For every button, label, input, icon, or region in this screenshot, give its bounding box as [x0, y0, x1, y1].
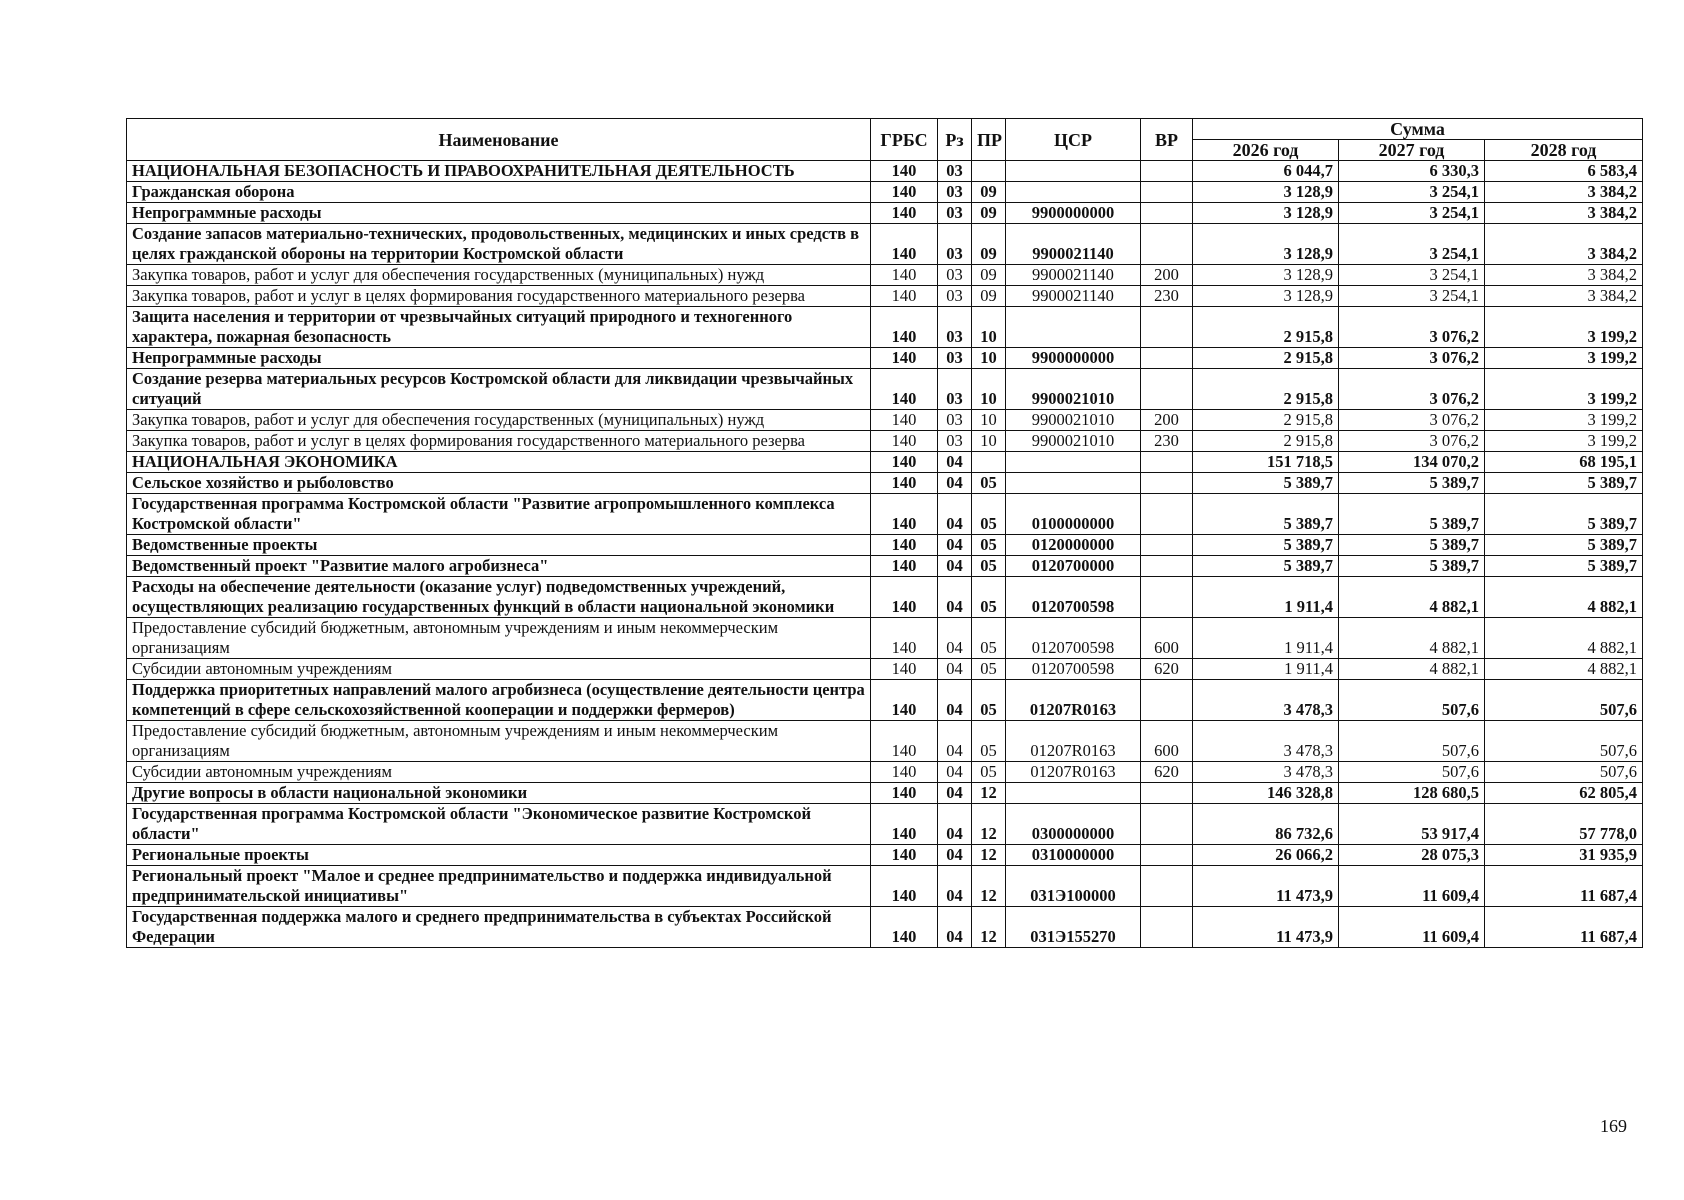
cell-2027: 3 254,1: [1339, 182, 1485, 203]
table-row: [127, 286, 1643, 307]
cell-grbs: 140: [871, 721, 938, 762]
cell-2028: 3 199,2: [1485, 431, 1643, 452]
table-row: [127, 452, 1643, 473]
cell-rz: 03: [938, 307, 972, 348]
cell-csr: 9900000000: [1006, 348, 1141, 369]
cell-name: Государственная поддержка малого и среднего предпринимательства в субъектах Российской Федерации: [127, 907, 871, 948]
cell-2028: 4 882,1: [1485, 577, 1643, 618]
cell-2028: 3 384,2: [1485, 224, 1643, 265]
cell-pr: 05: [972, 680, 1006, 721]
cell-name: Другие вопросы в области национальной экономики: [127, 783, 871, 804]
cell-2027: 4 882,1: [1339, 659, 1485, 680]
cell-name: Предоставление субсидий бюджетным, автономным учреждениям и иным некоммерческим организациям: [127, 618, 871, 659]
cell-2026: 5 389,7: [1193, 494, 1339, 535]
table-row: [127, 224, 1643, 265]
cell-grbs: 140: [871, 804, 938, 845]
cell-csr: 01207R0163: [1006, 721, 1141, 762]
cell-csr: 0310000000: [1006, 845, 1141, 866]
table-row: [127, 348, 1643, 369]
cell-rz: 03: [938, 410, 972, 431]
header-vr: ВР: [1141, 119, 1193, 161]
cell-pr: 10: [972, 410, 1006, 431]
cell-grbs: 140: [871, 452, 938, 473]
cell-pr: 10: [972, 348, 1006, 369]
header-pr: ПР: [972, 119, 1006, 161]
cell-2027: 5 389,7: [1339, 535, 1485, 556]
cell-pr: 12: [972, 804, 1006, 845]
cell-rz: 04: [938, 762, 972, 783]
cell-vr: 200: [1141, 410, 1193, 431]
cell-rz: 04: [938, 804, 972, 845]
table-row: [127, 556, 1643, 577]
cell-vr: [1141, 804, 1193, 845]
cell-2026: 5 389,7: [1193, 473, 1339, 494]
cell-2028: 4 882,1: [1485, 618, 1643, 659]
table-row: [127, 845, 1643, 866]
cell-2026: 2 915,8: [1193, 307, 1339, 348]
cell-2026: 11 473,9: [1193, 907, 1339, 948]
cell-csr: 01207R0163: [1006, 762, 1141, 783]
cell-pr: 05: [972, 618, 1006, 659]
cell-csr: 01207R0163: [1006, 680, 1141, 721]
cell-pr: 05: [972, 659, 1006, 680]
table-row: [127, 494, 1643, 535]
cell-vr: [1141, 577, 1193, 618]
cell-pr: 12: [972, 866, 1006, 907]
cell-2026: 2 915,8: [1193, 431, 1339, 452]
cell-rz: 03: [938, 431, 972, 452]
cell-rz: 04: [938, 494, 972, 535]
cell-csr: [1006, 161, 1141, 182]
cell-name: Непрограммные расходы: [127, 348, 871, 369]
cell-vr: [1141, 866, 1193, 907]
cell-2026: 3 478,3: [1193, 680, 1339, 721]
cell-name: Защита населения и территории от чрезвычайных ситуаций природного и техногенного характера, пожарная безопасность: [127, 307, 871, 348]
cell-vr: 230: [1141, 286, 1193, 307]
cell-rz: 04: [938, 721, 972, 762]
cell-rz: 03: [938, 369, 972, 410]
cell-2027: 3 076,2: [1339, 410, 1485, 431]
cell-pr: 10: [972, 369, 1006, 410]
cell-grbs: 140: [871, 369, 938, 410]
cell-pr: 05: [972, 535, 1006, 556]
cell-name: Создание запасов материально-технических, продовольственных, медицинских и иных средств в целях гражданской обороны на территории Костромской области: [127, 224, 871, 265]
cell-vr: [1141, 224, 1193, 265]
cell-2027: 507,6: [1339, 762, 1485, 783]
cell-2026: 2 915,8: [1193, 348, 1339, 369]
cell-name: Закупка товаров, работ и услуг для обеспечения государственных (муниципальных) нужд: [127, 265, 871, 286]
cell-2028: 3 199,2: [1485, 307, 1643, 348]
cell-pr: 09: [972, 286, 1006, 307]
cell-2028: 11 687,4: [1485, 907, 1643, 948]
header-2027: 2027 год: [1339, 140, 1485, 161]
cell-2026: 5 389,7: [1193, 556, 1339, 577]
cell-name: Региональный проект "Малое и среднее предпринимательство и поддержка индивидуальной предпринимательской инициативы": [127, 866, 871, 907]
cell-grbs: 140: [871, 762, 938, 783]
cell-rz: 04: [938, 907, 972, 948]
cell-grbs: 140: [871, 577, 938, 618]
cell-2027: 11 609,4: [1339, 866, 1485, 907]
cell-rz: 04: [938, 452, 972, 473]
cell-2027: 5 389,7: [1339, 473, 1485, 494]
cell-csr: 9900021010: [1006, 369, 1141, 410]
header-2028: 2028 год: [1485, 140, 1643, 161]
table-row: [127, 161, 1643, 182]
cell-csr: 031Э155270: [1006, 907, 1141, 948]
cell-2028: 3 199,2: [1485, 348, 1643, 369]
cell-csr: 9900021010: [1006, 431, 1141, 452]
cell-2028: 5 389,7: [1485, 494, 1643, 535]
cell-name: Государственная программа Костромской области "Экономическое развитие Костромской области": [127, 804, 871, 845]
cell-2027: 507,6: [1339, 721, 1485, 762]
table-row: [127, 369, 1643, 410]
cell-grbs: 140: [871, 680, 938, 721]
cell-pr: 09: [972, 265, 1006, 286]
cell-pr: [972, 161, 1006, 182]
cell-2028: 3 199,2: [1485, 410, 1643, 431]
cell-2026: 3 478,3: [1193, 762, 1339, 783]
cell-2028: 11 687,4: [1485, 866, 1643, 907]
cell-pr: 05: [972, 762, 1006, 783]
cell-2027: 3 254,1: [1339, 224, 1485, 265]
cell-2027: 4 882,1: [1339, 618, 1485, 659]
cell-name: Субсидии автономным учреждениям: [127, 762, 871, 783]
cell-vr: 620: [1141, 659, 1193, 680]
header-sum: Сумма: [1193, 119, 1643, 140]
cell-2028: 507,6: [1485, 721, 1643, 762]
cell-name: НАЦИОНАЛЬНАЯ ЭКОНОМИКА: [127, 452, 871, 473]
cell-2027: 507,6: [1339, 680, 1485, 721]
cell-grbs: 140: [871, 161, 938, 182]
cell-vr: [1141, 473, 1193, 494]
header-name: Наименование: [127, 119, 871, 161]
cell-vr: [1141, 494, 1193, 535]
cell-rz: 04: [938, 473, 972, 494]
cell-pr: 12: [972, 845, 1006, 866]
cell-vr: [1141, 783, 1193, 804]
cell-2028: 3 384,2: [1485, 286, 1643, 307]
cell-2027: 53 917,4: [1339, 804, 1485, 845]
cell-name: Закупка товаров, работ и услуг в целях формирования государственного материального резерва: [127, 431, 871, 452]
cell-vr: [1141, 680, 1193, 721]
cell-rz: 04: [938, 535, 972, 556]
cell-csr: [1006, 452, 1141, 473]
cell-2028: 6 583,4: [1485, 161, 1643, 182]
cell-grbs: 140: [871, 907, 938, 948]
cell-2027: 3 254,1: [1339, 203, 1485, 224]
cell-csr: 0120700598: [1006, 659, 1141, 680]
cell-vr: 620: [1141, 762, 1193, 783]
cell-name: Непрограммные расходы: [127, 203, 871, 224]
table-row: [127, 762, 1643, 783]
cell-2026: 2 915,8: [1193, 410, 1339, 431]
cell-2028: 3 384,2: [1485, 265, 1643, 286]
cell-2027: 11 609,4: [1339, 907, 1485, 948]
cell-name: Создание резерва материальных ресурсов Костромской области для ликвидации чрезвычайных ситуаций: [127, 369, 871, 410]
cell-vr: 230: [1141, 431, 1193, 452]
cell-rz: 04: [938, 659, 972, 680]
cell-2027: 4 882,1: [1339, 577, 1485, 618]
cell-vr: [1141, 203, 1193, 224]
cell-rz: 04: [938, 845, 972, 866]
cell-2027: 5 389,7: [1339, 494, 1485, 535]
cell-name: Ведомственный проект "Развитие малого агробизнеса": [127, 556, 871, 577]
cell-csr: [1006, 783, 1141, 804]
cell-name: Сельское хозяйство и рыболовство: [127, 473, 871, 494]
cell-2026: 5 389,7: [1193, 535, 1339, 556]
cell-rz: 03: [938, 182, 972, 203]
cell-2028: 507,6: [1485, 680, 1643, 721]
cell-pr: 05: [972, 556, 1006, 577]
cell-grbs: 140: [871, 265, 938, 286]
cell-pr: 10: [972, 307, 1006, 348]
cell-csr: 9900000000: [1006, 203, 1141, 224]
cell-2028: 5 389,7: [1485, 556, 1643, 577]
cell-2028: 4 882,1: [1485, 659, 1643, 680]
cell-pr: 09: [972, 203, 1006, 224]
table-row: [127, 307, 1643, 348]
cell-vr: 200: [1141, 265, 1193, 286]
cell-vr: [1141, 907, 1193, 948]
table-row: [127, 577, 1643, 618]
cell-csr: [1006, 473, 1141, 494]
table-header: [127, 119, 1643, 161]
cell-grbs: 140: [871, 431, 938, 452]
table-row: [127, 680, 1643, 721]
cell-csr: 0120700598: [1006, 577, 1141, 618]
cell-vr: [1141, 161, 1193, 182]
cell-name: Предоставление субсидий бюджетным, автономным учреждениям и иным некоммерческим организациям: [127, 721, 871, 762]
cell-grbs: 140: [871, 494, 938, 535]
cell-rz: 03: [938, 224, 972, 265]
table-row: [127, 721, 1643, 762]
cell-pr: 12: [972, 783, 1006, 804]
cell-pr: [972, 452, 1006, 473]
cell-csr: [1006, 307, 1141, 348]
cell-2026: 3 478,3: [1193, 721, 1339, 762]
page-number: 169: [1600, 1116, 1627, 1136]
cell-name: Субсидии автономным учреждениям: [127, 659, 871, 680]
table-row: [127, 783, 1643, 804]
cell-rz: 04: [938, 577, 972, 618]
cell-2026: 1 911,4: [1193, 577, 1339, 618]
cell-2026: 1 911,4: [1193, 659, 1339, 680]
cell-2027: 134 070,2: [1339, 452, 1485, 473]
cell-2028: 3 384,2: [1485, 182, 1643, 203]
cell-csr: 9900021140: [1006, 286, 1141, 307]
cell-grbs: 140: [871, 348, 938, 369]
cell-grbs: 140: [871, 203, 938, 224]
cell-grbs: 140: [871, 307, 938, 348]
cell-rz: 03: [938, 286, 972, 307]
cell-name: Закупка товаров, работ и услуг для обеспечения государственных (муниципальных) нужд: [127, 410, 871, 431]
cell-rz: 04: [938, 866, 972, 907]
table-body: [127, 161, 1643, 948]
cell-rz: 04: [938, 680, 972, 721]
cell-2028: 507,6: [1485, 762, 1643, 783]
cell-2028: 31 935,9: [1485, 845, 1643, 866]
budget-table: [126, 118, 1643, 948]
cell-grbs: 140: [871, 182, 938, 203]
cell-vr: 600: [1141, 721, 1193, 762]
cell-2027: 3 076,2: [1339, 431, 1485, 452]
cell-pr: 12: [972, 907, 1006, 948]
cell-rz: 03: [938, 265, 972, 286]
cell-2027: 6 330,3: [1339, 161, 1485, 182]
cell-pr: 05: [972, 473, 1006, 494]
table-row: [127, 866, 1643, 907]
cell-name: НАЦИОНАЛЬНАЯ БЕЗОПАСНОСТЬ И ПРАВООХРАНИТЕЛЬНАЯ ДЕЯТЕЛЬНОСТЬ: [127, 161, 871, 182]
cell-2026: 11 473,9: [1193, 866, 1339, 907]
cell-2027: 3 254,1: [1339, 265, 1485, 286]
cell-pr: 09: [972, 182, 1006, 203]
cell-grbs: 140: [871, 618, 938, 659]
cell-grbs: 140: [871, 783, 938, 804]
cell-name: Государственная программа Костромской области "Развитие агропромышленного комплекса Костромской области": [127, 494, 871, 535]
cell-grbs: 140: [871, 410, 938, 431]
cell-csr: 031Э100000: [1006, 866, 1141, 907]
cell-2028: 3 384,2: [1485, 203, 1643, 224]
cell-2028: 68 195,1: [1485, 452, 1643, 473]
cell-2026: 146 328,8: [1193, 783, 1339, 804]
header-rz: Рз: [938, 119, 972, 161]
cell-2026: 3 128,9: [1193, 286, 1339, 307]
cell-2027: 3 076,2: [1339, 307, 1485, 348]
cell-pr: 09: [972, 224, 1006, 265]
cell-name: Региональные проекты: [127, 845, 871, 866]
cell-pr: 05: [972, 494, 1006, 535]
cell-csr: 9900021140: [1006, 224, 1141, 265]
cell-2027: 3 254,1: [1339, 286, 1485, 307]
cell-2026: 3 128,9: [1193, 182, 1339, 203]
table-row: [127, 473, 1643, 494]
cell-name: Гражданская оборона: [127, 182, 871, 203]
cell-csr: [1006, 182, 1141, 203]
cell-grbs: 140: [871, 286, 938, 307]
cell-vr: [1141, 556, 1193, 577]
cell-2026: 3 128,9: [1193, 265, 1339, 286]
cell-csr: 0120000000: [1006, 535, 1141, 556]
cell-pr: 05: [972, 577, 1006, 618]
cell-grbs: 140: [871, 473, 938, 494]
cell-csr: 9900021140: [1006, 265, 1141, 286]
cell-2026: 6 044,7: [1193, 161, 1339, 182]
table-row: [127, 182, 1643, 203]
cell-2026: 3 128,9: [1193, 224, 1339, 265]
cell-2027: 3 076,2: [1339, 369, 1485, 410]
cell-2026: 26 066,2: [1193, 845, 1339, 866]
cell-2026: 2 915,8: [1193, 369, 1339, 410]
cell-name: Расходы на обеспечение деятельности (оказание услуг) подведомственных учреждений, осуществляющих реализацию государственных функций в области национальной экономики: [127, 577, 871, 618]
cell-csr: 0100000000: [1006, 494, 1141, 535]
cell-2026: 151 718,5: [1193, 452, 1339, 473]
cell-vr: [1141, 845, 1193, 866]
table-row: [127, 431, 1643, 452]
cell-grbs: 140: [871, 556, 938, 577]
table-row: [127, 265, 1643, 286]
header-2026: 2026 год: [1193, 140, 1339, 161]
cell-2026: 86 732,6: [1193, 804, 1339, 845]
cell-2028: 3 199,2: [1485, 369, 1643, 410]
table-row: [127, 410, 1643, 431]
cell-rz: 04: [938, 556, 972, 577]
table-row: [127, 804, 1643, 845]
cell-vr: [1141, 369, 1193, 410]
cell-csr: 0120700598: [1006, 618, 1141, 659]
table-row: [127, 907, 1643, 948]
cell-vr: [1141, 307, 1193, 348]
cell-rz: 03: [938, 203, 972, 224]
cell-2028: 5 389,7: [1485, 473, 1643, 494]
cell-rz: 03: [938, 161, 972, 182]
cell-rz: 03: [938, 348, 972, 369]
cell-2028: 62 805,4: [1485, 783, 1643, 804]
cell-csr: 9900021010: [1006, 410, 1141, 431]
cell-2027: 28 075,3: [1339, 845, 1485, 866]
cell-2027: 5 389,7: [1339, 556, 1485, 577]
header-csr: ЦСР: [1006, 119, 1141, 161]
table-row: [127, 659, 1643, 680]
cell-grbs: 140: [871, 535, 938, 556]
cell-rz: 04: [938, 618, 972, 659]
cell-grbs: 140: [871, 659, 938, 680]
cell-2026: 3 128,9: [1193, 203, 1339, 224]
cell-2026: 1 911,4: [1193, 618, 1339, 659]
cell-name: Поддержка приоритетных направлений малого агробизнеса (осуществление деятельности центра компетенций в сфере сельскохозяйственной кооперации и поддержки фермеров): [127, 680, 871, 721]
cell-vr: [1141, 535, 1193, 556]
cell-grbs: 140: [871, 866, 938, 907]
cell-2028: 5 389,7: [1485, 535, 1643, 556]
cell-vr: [1141, 348, 1193, 369]
cell-pr: 10: [972, 431, 1006, 452]
cell-vr: 600: [1141, 618, 1193, 659]
cell-vr: [1141, 182, 1193, 203]
header-grbs: ГРБС: [871, 119, 938, 161]
cell-2027: 128 680,5: [1339, 783, 1485, 804]
table-row: [127, 618, 1643, 659]
cell-vr: [1141, 452, 1193, 473]
table-row: [127, 535, 1643, 556]
cell-grbs: 140: [871, 845, 938, 866]
cell-csr: 0300000000: [1006, 804, 1141, 845]
cell-grbs: 140: [871, 224, 938, 265]
cell-2028: 57 778,0: [1485, 804, 1643, 845]
cell-csr: 0120700000: [1006, 556, 1141, 577]
cell-name: Закупка товаров, работ и услуг в целях формирования государственного материального резерва: [127, 286, 871, 307]
cell-rz: 04: [938, 783, 972, 804]
cell-2027: 3 076,2: [1339, 348, 1485, 369]
cell-pr: 05: [972, 721, 1006, 762]
cell-name: Ведомственные проекты: [127, 535, 871, 556]
table-row: [127, 203, 1643, 224]
